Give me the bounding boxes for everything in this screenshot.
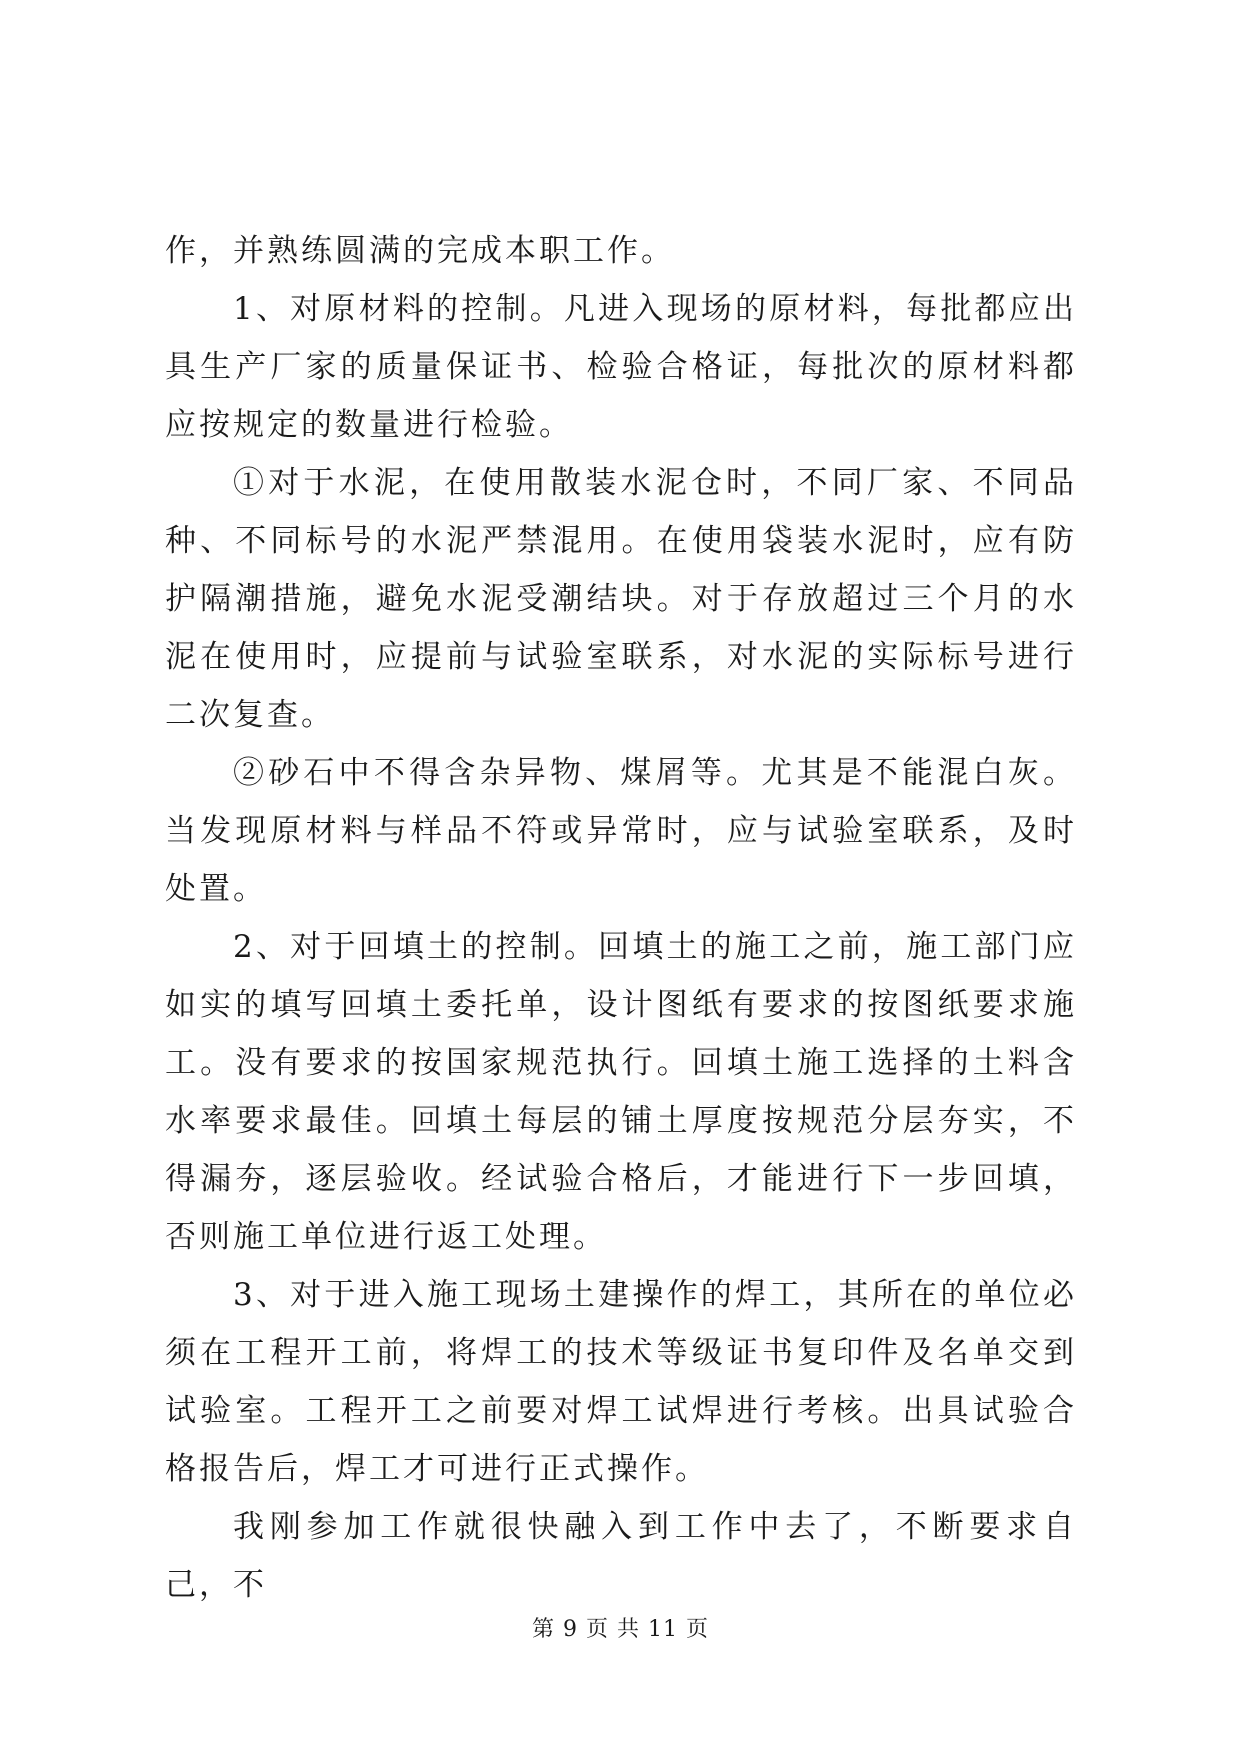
paragraph-continuation: 作，并熟练圆满的完成本职工作。 — [165, 233, 675, 269]
body-text — [165, 222, 1077, 1614]
paragraph-welder: 3、对于进入施工现场土建操作的焊工，其所在的单位必须在工程开工前，将焊工的技术等级证书复印件及名单交到试验室。工程开工之前要对焊工试焊进行考核。出具试验合格报告后，焊工才可进行正式操作。 — [165, 1277, 1077, 1487]
paragraph-backfill-control: 2、对于回填土的控制。回填土的施工之前，施工部门应如实的填写回填土委托单，设计图纸有要求的按图纸要求施工。没有要求的按国家规范执行。回填土施工选择的土料含水率要求最佳。回填土每层的铺土厚度按规范分层夯实，不得漏夯，逐层验收。经试验合格后，才能进行下一步回填，否则施工单位进行返工处理。 — [165, 929, 1077, 1255]
paragraph-closing: 我刚参加工作就很快融入到工作中去了，不断要求自己，不 — [165, 1509, 1077, 1603]
paragraph-cement: ①对于水泥，在使用散装水泥仓时，不同厂家、不同品种、不同标号的水泥严禁混用。在使用袋装水泥时，应有防护隔潮措施，避免水泥受潮结块。对于存放超过三个月的水泥在使用时，应提前与试验室联系，对水泥的实际标号进行二次复查。 — [165, 465, 1077, 733]
paragraph-raw-material-control: 1、对原材料的控制。凡进入现场的原材料，每批都应出具生产厂家的质量保证书、检验合格证，每批次的原材料都应按规定的数量进行检验。 — [165, 291, 1077, 443]
paragraph-sand-gravel: ②砂石中不得含杂异物、煤屑等。尤其是不能混白灰。当发现原材料与样品不符或异常时，应与试验室联系，及时处置。 — [165, 755, 1077, 907]
page-number-footer: 第 9 页 共 11 页 — [532, 1617, 709, 1642]
